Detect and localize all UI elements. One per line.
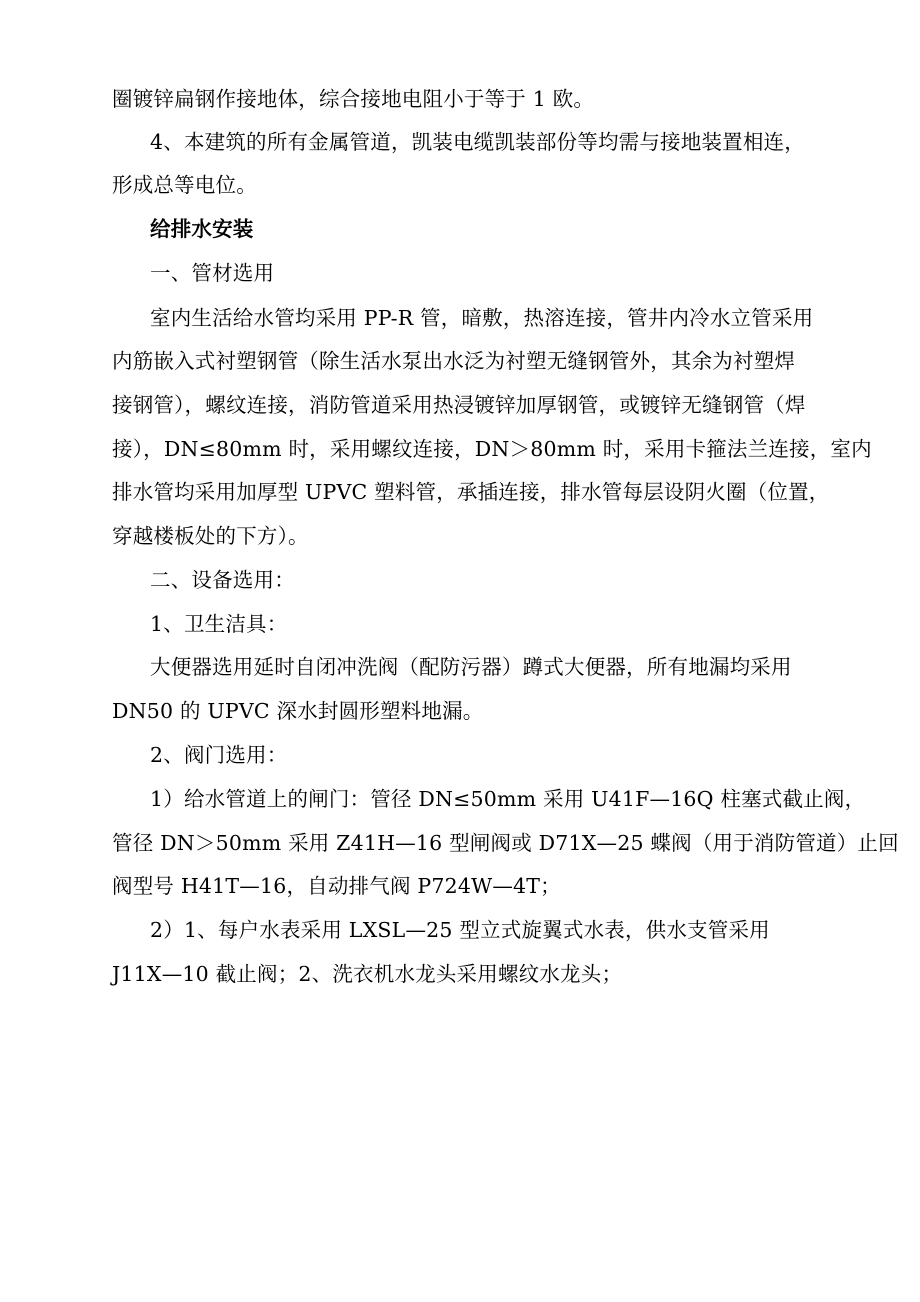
subsection-heading: 二、设备选用： [150,568,295,592]
paragraph-line: 排水管均采用加厚型 UPVC 塑料管，承插连接，排水管每层设阴火圈（位置， [112,480,830,504]
item-heading: 1、卫生洁具： [150,612,288,636]
paragraph-line: 阀型号 H41T—16，自动排气阀 P724W—4T； [112,874,561,898]
paragraph-line: J11X—10 截止阀；2、洗衣机水龙头采用螺纹水龙头； [112,962,623,986]
paragraph-line: 接钢管），螺纹连接，消防管道采用热浸镀锌加厚钢管，或镀锌无缝钢管（焊 [112,393,806,417]
paragraph-line: 室内生活给水管均采用 PP-R 管，暗敷，热溶连接，管井内冷水立管采用 [150,306,814,330]
paragraph-line: 穿越楼板处的下方）。 [112,524,309,548]
paragraph-line: 大便器选用延时自闭冲洗阀（配防污器）蹲式大便器，所有地漏均采用 [150,655,792,679]
item-heading: 2、阀门选用： [150,743,288,767]
paragraph-line: 1）给水管道上的闸门：管径 DN≤50mm 采用 U41F—16Q 柱塞式截止阀， [150,787,866,811]
paragraph-line: 形成总等电位。 [112,173,257,197]
section-heading: 给排水安装 [150,217,254,241]
subsection-heading: 一、管材选用 [150,261,275,285]
paragraph-line: 内筋嵌入式衬塑钢管（除生活水泵出水泛为衬塑无缝钢管外，其余为衬塑焊 [112,349,796,373]
paragraph-line: 4、本建筑的所有金属管道，凯装电缆凯装部份等均需与接地装置相连， [150,130,805,154]
paragraph-line: 接），DN≤80mm 时，采用螺纹连接，DN＞80mm 时，采用卡箍法兰连接，室内 [112,437,872,461]
paragraph-line: DN50 的 UPVC 深水封圆形塑料地漏。 [112,699,484,723]
paragraph-line: 圈镀锌扁钢作接地体，综合接地电阻小于等于 1 欧。 [112,87,595,111]
paragraph-line: 2）1、每户水表采用 LXSL—25 型立式旋翼式水表，供水支管采用 [150,918,770,942]
paragraph-line: 管径 DN＞50mm 采用 Z41H—16 型闸阀或 D71X—25 蝶阀（用于消防管道）止回 [112,831,899,855]
